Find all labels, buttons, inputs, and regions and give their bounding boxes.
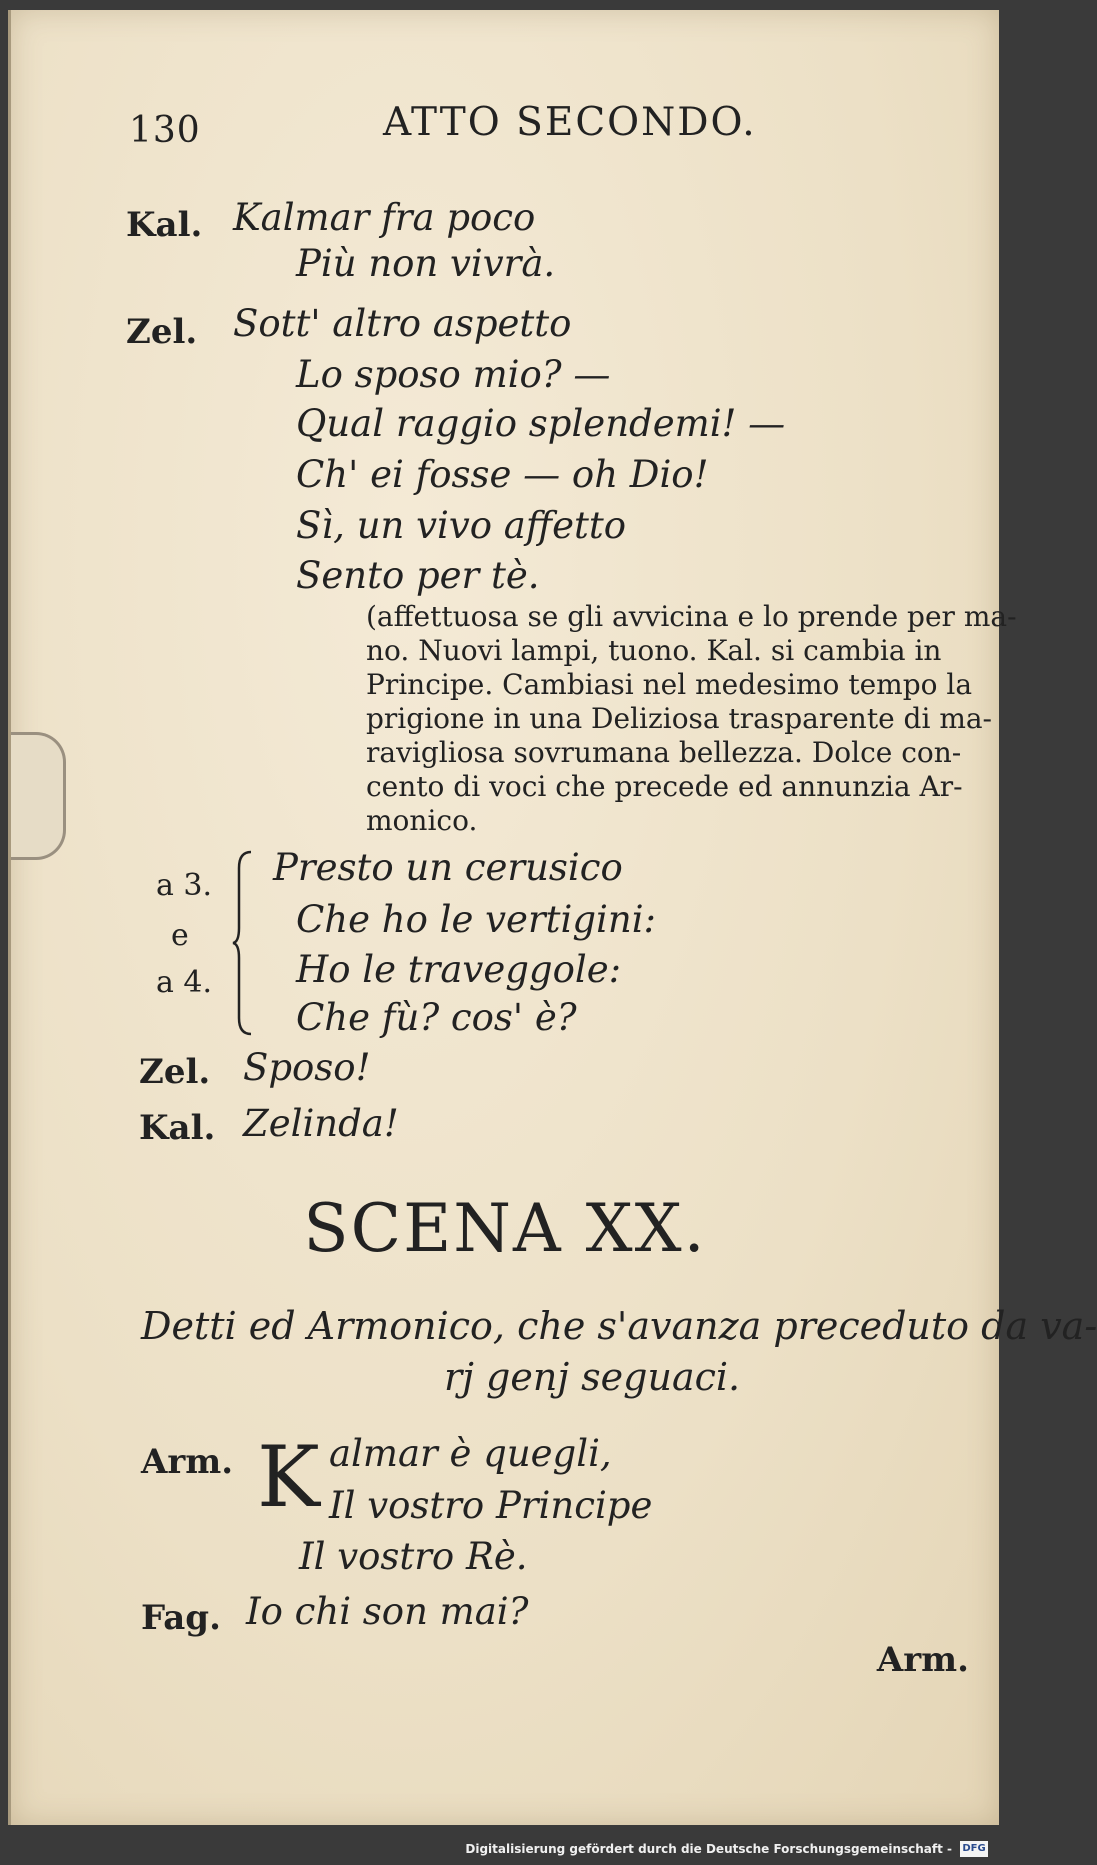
verse-line: Qual raggio splendemi! — bbox=[296, 402, 786, 445]
verse-line: Sott' altro aspetto bbox=[233, 302, 572, 345]
catchword: Arm. bbox=[876, 1640, 969, 1680]
scene-description-line: rj genj seguaci. bbox=[444, 1355, 741, 1399]
page-clip bbox=[11, 732, 66, 860]
stage-direction-line: Principe. Cambiasi nel medesimo tempo la bbox=[366, 668, 973, 701]
speaker-label: Kal. bbox=[139, 1108, 216, 1148]
speaker-label: Kal. bbox=[126, 205, 203, 245]
verse-line: Il vostro Rè. bbox=[299, 1535, 528, 1578]
dfg-logo: DFG bbox=[960, 1841, 988, 1857]
verse-line: Più non vivrà. bbox=[296, 242, 556, 285]
footer-credit: Digitalisierung gefördert durch die Deutsche Forschungsgemeinschaft - bbox=[465, 1842, 952, 1856]
speaker-label: Fag. bbox=[141, 1598, 221, 1638]
verse-line: Sento per tè. bbox=[296, 554, 540, 597]
stage-direction-line: monico. bbox=[366, 804, 478, 837]
running-title: ATTO SECONDO. bbox=[383, 100, 757, 145]
verse-line: Presto un cerusico bbox=[273, 846, 623, 889]
ensemble-label: e bbox=[171, 918, 189, 953]
stage-direction-line: no. Nuovi lampi, tuono. Kal. si cambia in bbox=[366, 634, 942, 667]
speaker-label: Arm. bbox=[141, 1442, 234, 1482]
verse-line: almar è quegli, bbox=[329, 1432, 612, 1475]
verse-line: Io chi son mai? bbox=[246, 1590, 529, 1633]
stage-direction-line: prigione in una Deliziosa trasparente di ma- bbox=[366, 702, 993, 735]
speaker-label: Zel. bbox=[126, 312, 198, 352]
verse-line: Ch' ei fosse — oh Dio! bbox=[296, 453, 709, 496]
verse-line: Lo sposo mio? — bbox=[296, 353, 611, 396]
stage-direction bbox=[366, 600, 1017, 838]
scene-description-line: Detti ed Armonico, che s'avanza preceduto da va- bbox=[141, 1304, 1097, 1348]
ensemble-label: a 4. bbox=[156, 965, 213, 1000]
speaker-label: Zel. bbox=[139, 1052, 211, 1092]
stage-direction-line: cento di voci che precede ed annunzia Ar- bbox=[366, 770, 963, 803]
stage-direction-line: (affettuosa se gli avvicina e lo prende per ma- bbox=[366, 600, 1017, 633]
book-page bbox=[8, 10, 1097, 1825]
brace-icon bbox=[233, 848, 255, 1038]
verse-line: Kalmar fra poco bbox=[233, 196, 536, 239]
verse-line: Che fù? cos' è? bbox=[296, 996, 577, 1039]
verse-line: Sposo! bbox=[243, 1046, 371, 1089]
page-number: 130 bbox=[129, 110, 201, 151]
verse-line: Ho le traveggole: bbox=[296, 948, 622, 991]
ensemble-label: a 3. bbox=[156, 868, 213, 903]
verse-line: Il vostro Principe bbox=[329, 1484, 653, 1527]
verse-line: Che ho le vertigini: bbox=[296, 898, 656, 941]
footer-bar bbox=[0, 1825, 1000, 1865]
verse-line: Sì, un vivo affetto bbox=[296, 504, 626, 547]
stage-direction-line: ravigliosa sovrumana bellezza. Dolce con- bbox=[366, 736, 962, 769]
scene-title: SCENA XX. bbox=[303, 1190, 707, 1267]
drop-cap: K bbox=[257, 1428, 320, 1526]
page-header bbox=[11, 98, 999, 158]
verse-line: Zelinda! bbox=[243, 1102, 399, 1145]
